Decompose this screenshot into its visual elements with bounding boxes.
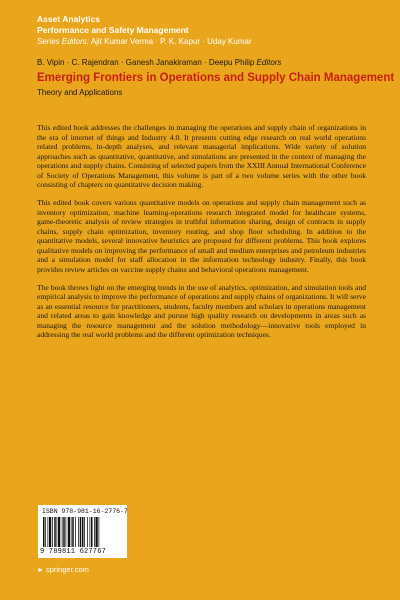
book-editors — [37, 58, 281, 67]
book-editors-label: Editors — [256, 58, 282, 67]
book-title: Emerging Frontiers in Operations and Supply Chain Management — [37, 72, 395, 84]
series-name: Asset Analytics — [37, 14, 100, 24]
publisher-link[interactable] — [37, 565, 89, 574]
barcode-digits: 9 789811 627767 — [40, 548, 107, 556]
isbn-barcode-box — [38, 505, 127, 558]
blurb-paragraph-2: This edited book covers various quantitative models on operations and supply chain management such as inventory optimization, machine learning-operations research integrated model for healthcare systems, game-theoretic analysis of review strategies in truthful information sharing, design of contracts in supply chains, supply chain optimization, inventory routing, and shop floor scheduling. In addition to the quantitative models, several innovative heuristics are proposed for different problems. This book explores qualitative models on improving the performance of small and medium enterprises and petroleum industries and a simulation model for staff allocation in the information technology industry. Finally, this book provides review articles on vaccine supply chains and behavioral operations management. — [37, 198, 366, 274]
blurb — [37, 123, 366, 348]
isbn-label: ISBN 978-981-16-2776-7 — [42, 508, 128, 515]
publisher-url: springer.com — [45, 565, 89, 574]
blurb-paragraph-3: The book throws light on the emerging trends in the use of analytics, optimization, and simulation tools and empirical analysis to improve the performance of operations and supply chains of organizations. It will serve as an essential resource for practitioners, students, faculty members and scholars in operations management and related areas to gain knowledge and pursue high quality research on developments in areas such as managing the resource management and the solution methodology—innovative tools employed in addressing the real world problems and the different optimization techniques. — [37, 282, 366, 339]
series-header — [37, 14, 377, 47]
book-editors-names: B. Vipin · C. Rajendran · Ganesh Janakiraman · Deepu Philip — [37, 58, 255, 67]
series-editors-label: Series Editors: — [37, 37, 90, 46]
series-subtitle: Performance and Safety Management — [37, 25, 189, 35]
series-editors — [37, 36, 377, 47]
series-editors-names: Ajit Kumar Verma · P. K. Kapur · Uday Kumar — [90, 37, 252, 46]
blurb-paragraph-1: This edited book addresses the challenges in managing the operations and supply chain of organizations in the era of internet of things and Industry 4.0. It presents cutting edge research on real world operations related problems, in-depth analyses, and relevant managerial implications. Wide variety of solution approaches such as quantitative, quantitative, and simulations are presented in the context of managing the operations and supply chains. Consisting of selected papers from the XXIII Annual International Conference of Society of Operations Management, this volume is part of a two volume series with the other book consisting of chapters on quantitative decision making. — [37, 123, 366, 189]
book-subtitle: Theory and Applications — [37, 88, 123, 97]
barcode-icon — [42, 517, 123, 547]
arrow-icon: ► — [37, 567, 44, 574]
